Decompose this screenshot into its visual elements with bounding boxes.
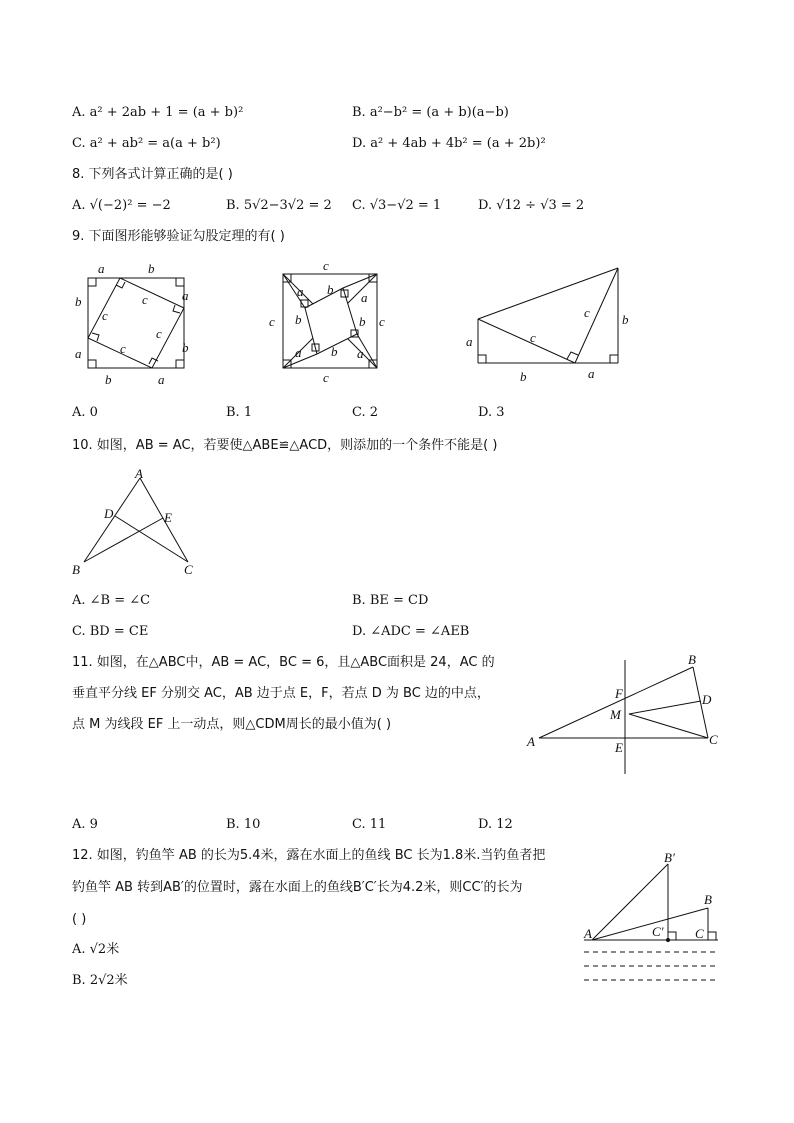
fig9-2-label: c (379, 314, 385, 329)
fig9-2-label: b (327, 282, 334, 297)
q9-option-d: D. 3 (478, 405, 505, 420)
fig10-label-e: E (164, 510, 172, 525)
fig11-label-b: B (688, 652, 696, 667)
q7-option-a: A. a² + 2ab + 1 = (a + b)² (72, 105, 244, 120)
fig12-label-c: C (695, 926, 704, 941)
q11-stem-line3: 点 M 为线段 EF 上一动点，则△CDM周长的最小值为( ) (72, 717, 392, 732)
q9-stem: 9. 下面图形能够验证勾股定理的有( ) (72, 229, 285, 244)
q7-option-b: B. a²−b² = (a + b)(a−b) (352, 105, 509, 120)
fig9-3-label: a (466, 334, 473, 349)
q7-option-c: C. a² + ab² = a(a + b²) (72, 136, 221, 151)
fig10-label-d: D (104, 506, 114, 521)
fig9-2-label: a (361, 290, 368, 305)
q12-figure (580, 848, 725, 988)
fig9-1-label: b (105, 372, 112, 387)
q8-option-d: D. √12 ÷ √3 = 2 (478, 198, 585, 213)
q10-figure (68, 466, 203, 581)
fig9-1-label: a (158, 372, 165, 387)
q10-stem: 10. 如图，AB = AC，若要使△ABE≌△ACD，则添加的一个条件不能是( ) (72, 438, 498, 453)
fig11-label-d: D (702, 692, 712, 707)
fig9-1-label: c (156, 326, 162, 341)
fig10-label-a: A (135, 466, 143, 481)
fig11-label-c: C (709, 732, 718, 747)
fig10-label-c: C (184, 562, 193, 577)
fig11-label-a: A (527, 734, 535, 749)
fig9-3-label: c (530, 330, 536, 345)
q8-option-c: C. √3−√2 = 1 (352, 198, 442, 213)
fig9-1-label: c (142, 292, 148, 307)
q10-option-a: A. ∠B = ∠C (72, 593, 151, 608)
fig9-2-label: a (297, 284, 304, 299)
fig9-3-label: b (622, 312, 629, 327)
fig9-3-label: b (520, 369, 527, 384)
q10-option-c: C. BD = CE (72, 624, 149, 639)
q9-option-b: B. 1 (226, 405, 253, 420)
fig12-label-b: B (704, 892, 712, 907)
fig9-2-label: b (359, 314, 366, 329)
fig12-label-a: A (584, 926, 592, 941)
q11-figure (525, 652, 730, 777)
fig9-1-label: b (182, 340, 189, 355)
q8-stem: 8. 下列各式计算正确的是( ) (72, 167, 233, 182)
fig11-label-e: E (615, 740, 623, 755)
q11-option-a: A. 9 (72, 817, 98, 832)
fig9-2-label: a (357, 346, 364, 361)
q11-option-c: C. 11 (352, 817, 387, 832)
q7-option-d: D. a² + 4ab + 4b² = (a + 2b)² (352, 136, 546, 151)
fig9-2-label: a (295, 345, 302, 360)
q8-option-a: A. √(−2)² = −2 (72, 198, 171, 213)
q12-stem-line2: 钓鱼竿 AB 转到AB′的位置时，露在水面上的鱼线B′C′长为4.2米，则CC′的长为 (72, 880, 523, 895)
fig9-2-label: c (269, 314, 275, 329)
q10-option-b: B. BE = CD (352, 593, 429, 608)
q12-option-a: A. √2米 (72, 942, 120, 957)
fig9-1-label: b (148, 261, 155, 276)
q8-option-b: B. 5√2−3√2 = 2 (226, 198, 332, 213)
fig10-label-b: B (72, 562, 80, 577)
fig9-2-label: c (323, 370, 329, 383)
fig9-1-label: c (120, 341, 126, 356)
q11-option-d: D. 12 (478, 817, 513, 832)
fig9-2-label: b (295, 312, 302, 327)
fig11-label-m: M (610, 707, 621, 722)
q12-stem-line1: 12. 如图，钓鱼竿 AB 的长为5.4米，露在水面上的鱼线 BC 长为1.8米.当钓鱼者把 (72, 848, 546, 863)
q12-option-b: B. 2√2米 (72, 973, 128, 988)
q9-figure-1 (70, 258, 200, 388)
q9-figure-3 (460, 262, 640, 387)
q11-stem-line1: 11. 如图，在△ABC中，AB = AC，BC = 6，且△ABC面积是 24，AC 的 (72, 655, 495, 670)
q9-option-c: C. 2 (352, 405, 379, 420)
fig9-1-label: a (75, 346, 82, 361)
q9-option-a: A. 0 (72, 405, 98, 420)
fig11-label-f: F (615, 686, 623, 701)
q11-option-b: B. 10 (226, 817, 261, 832)
fig9-3-label: c (584, 305, 590, 320)
q9-figure-2 (265, 258, 395, 383)
fig12-label-bprime: B′ (664, 850, 675, 865)
fig12-label-cprime: C′ (652, 924, 664, 939)
q12-stem-line3: ( ) (72, 912, 87, 927)
fig9-1-label: a (182, 288, 189, 303)
fig9-3-label: a (588, 366, 595, 381)
q11-stem-line2: 垂直平分线 EF 分别交 AC，AB 边于点 E，F，若点 D 为 BC 边的中点， (72, 686, 490, 701)
fig9-1-label: b (75, 294, 82, 309)
fig9-2-label: c (323, 258, 329, 273)
fig9-2-label: b (331, 344, 338, 359)
q10-option-d: D. ∠ADC = ∠AEB (352, 624, 470, 639)
fig9-1-label: c (102, 308, 108, 323)
fig9-1-label: a (98, 261, 105, 276)
